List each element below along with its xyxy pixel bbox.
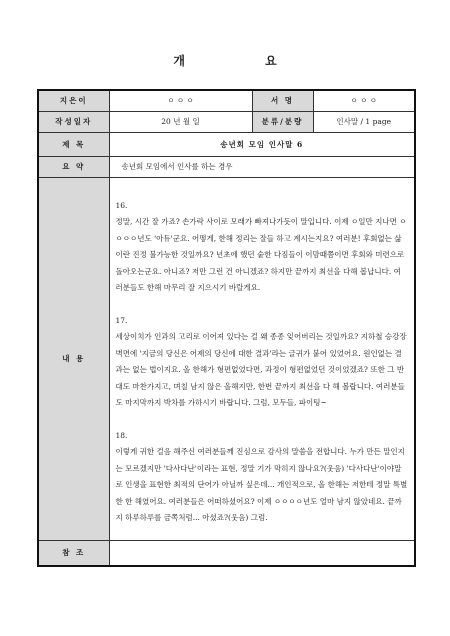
category-value: 인사말 / 1 page xyxy=(313,111,415,132)
signature-value: ㅇ ㅇ ㅇ xyxy=(313,90,415,111)
author-row xyxy=(38,90,415,111)
section-number: 16. xyxy=(115,200,128,210)
reference-value xyxy=(109,540,415,566)
category-label: 분류/분량 xyxy=(252,111,313,132)
subject-value: 송년회 모임 인사말 6 xyxy=(109,132,415,156)
summary-form xyxy=(37,89,416,567)
signature-label: 서 명 xyxy=(252,90,313,111)
content-body xyxy=(109,177,415,540)
content-row xyxy=(38,177,415,540)
date-value: 20 년 월 일 xyxy=(109,111,252,132)
content-label: 내 용 xyxy=(38,177,109,540)
section-text: 정말, 시간 잘 가죠? 손가락 사이로 모래가 빠져나가듯이 말입니다. 이제 ㅇ일만 지나면 ㅇㅇㅇㅇ년도 '아듀'군요. 어떻게, 한해 정리는 잘들 하고 계시는지요? 여러분! 후회없는 삶이란 진정 불가능한 것일까요? 년초에 했던 숱한 다짐들이 이맘때쯤이면 후회와 미련으로 돌아오는군요. 아니죠? 저만 그런 건 아니겠죠? 하지만 끝까지 최선을 다해 봅납니다. 여러분들도 한해 마무리 잘 지으시기 바랄게요. xyxy=(115,217,407,292)
summary-value: 송년회 모임에서 인사를 하는 경우 xyxy=(109,156,415,177)
section-17 xyxy=(116,313,409,412)
page-title: 개 요 xyxy=(173,54,315,68)
subject-label: 제 목 xyxy=(38,132,109,156)
section-text: 세상이치가 인과의 고리로 이어져 있다는 걸 왜 종종 잊어버리는 것일까요? 지하철 승강장 벽면에 '지금의 당신은 어제의 당신에 대한 결과'라는 글귀가 붙어 있었어요. 원인없는 결과는 없는 법이지요. 올 한해가 형편없었다면, 과정이 형편없었던 것이었겠죠? 또한 그 반대도 마찬가지고, 며칠 남지 않은 올해지만, 한번 끝까지 최선을 다 해 볼랍니다. 여러분들도 마지막까지 박차를 가하시기 바랍니다. 그럼, 모두들, 파이팅~ xyxy=(115,332,407,407)
section-number: 17. xyxy=(115,315,128,325)
section-18 xyxy=(116,428,409,527)
section-number: 18. xyxy=(115,430,128,440)
reference-row xyxy=(38,540,415,566)
subject-row xyxy=(38,132,415,156)
author-value: ㅇ ㅇ ㅇ xyxy=(109,90,252,111)
reference-label: 참 조 xyxy=(38,540,109,566)
section-text: 이렇게 귀한 걸음 해주신 여러분들께 진심으로 감사의 말씀을 전합니다. 누가 만든 말인지는 모르겠지만 '다사다난'이라는 표현, 정말 기가 막히지 않나요?(웃음) '다사다난'이야말로 인생을 표현한 최적의 단어가 아닐까 싶은데... 개인적으로, 올 한해는 저한테 정말 특별한 한 해였어요. 여러분들은 어떠하셨어요? 이제 ㅇㅇㅇㅇ년도 얼마 남지 않았네요. 끝까지 하루하루를 금쪽처럼... 아셨죠?(웃음) 그럼. xyxy=(115,447,408,522)
date-row xyxy=(38,111,415,132)
section-16 xyxy=(116,198,409,297)
summary-label: 요 약 xyxy=(38,156,109,177)
author-label: 지은이 xyxy=(38,90,109,111)
date-label: 작성일자 xyxy=(38,111,109,132)
summary-row xyxy=(38,156,415,177)
